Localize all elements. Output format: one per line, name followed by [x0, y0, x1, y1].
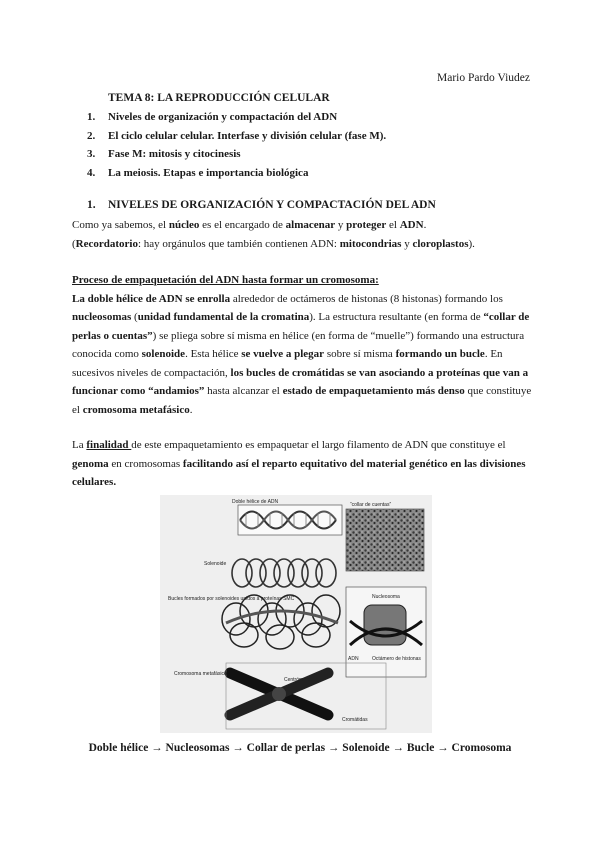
topic-outline [87, 108, 386, 182]
solenoid-drawing [232, 559, 336, 587]
label-centromere: Centrómero [284, 677, 311, 683]
outline-number: 2. [87, 129, 96, 142]
section-number: 1. [87, 199, 96, 211]
chromatin-figure [160, 495, 432, 733]
process-body: La doble hélice de ADN se enrolla alrededor de octámeros de histonas (8 histonas) formando los nucleosomas (unidad fundamental de la cromatina). La estructura resultante (en forma de “collar de perlas o cuentas”) se pliega sobre sí misma en hélice (en forma de “muelle”) formando una estructura conocida como solenoide. Esta hélice se vuelve a plegar sobre sí misma formando un bucle. En sucesivos niveles de compactación, los bucles de cromátidas se van asociando a proteínas que van a funcionar como “andamios” hasta alcanzar el estado de empaquetamiento más denso que constituye el cromosoma metafásico. [72, 292, 532, 416]
outline-item [87, 127, 386, 146]
label-nucleosome: Nucleosoma [372, 594, 400, 600]
section-heading [87, 199, 436, 211]
reminder-line: (Recordatorio: hay orgánulos que también contienen ADN: mitocondrias y cloroplastos). [72, 237, 475, 250]
label-collar: “collar de cuentas” [350, 502, 392, 508]
label-loops: Bucles formados por solenoides unidos a proteínas SMC [168, 596, 295, 602]
loops-drawing [222, 595, 340, 649]
process-heading: Proceso de empaquetación del ADN hasta formar un cromosoma: [72, 274, 379, 286]
label-chromatids: Cromátidas [342, 717, 368, 723]
label-chromosome: Cromosoma metafásico [174, 671, 227, 677]
outline-number: 4. [87, 166, 96, 179]
label-solenoid: Solenoide [204, 561, 227, 567]
section-title: NIVELES DE ORGANIZACIÓN Y COMPACTACIÓN DEL ADN [108, 199, 436, 211]
intro-line: Como ya sabemos, el núcleo es el encargado de almacenar y proteger el ADN. [72, 219, 427, 231]
intro-paragraph [72, 216, 532, 253]
beads-drawing [346, 509, 424, 571]
outline-item [87, 164, 386, 183]
process-paragraph [72, 271, 532, 419]
outline-number: 3. [87, 148, 96, 160]
outline-text: El ciclo celular celular. Interfase y división celular (fase M). [108, 129, 387, 142]
outline-text: Fase M: mitosis y citocinesis [108, 148, 241, 160]
author-name: Mario Pardo Viudez [437, 72, 530, 84]
chromosome-drawing [230, 673, 328, 715]
topic-title: TEMA 8: LA REPRODUCCIÓN CELULAR [108, 92, 330, 104]
purpose-paragraph: La finalidad de este empaquetamiento es empaquetar el largo filamento de ADN que constituye el genoma en cromosomas facilitando así el reparto equitativo del material genético en las divisiones celulares. [72, 439, 526, 488]
label-helix: Doble hélice de ADN [232, 499, 279, 505]
outline-item [87, 108, 386, 127]
label-octamer: Octámero de histonas [372, 656, 421, 662]
figure-caption: Doble hélice → Nucleosomas → Collar de perlas → Solenoide → Bucle → Cromosoma [88, 742, 512, 754]
outline-text: La meiosis. Etapas e importancia biológica [108, 166, 309, 179]
dna-helix-drawing [238, 505, 342, 535]
outline-item [87, 145, 386, 164]
outline-text: Niveles de organización y compactación del ADN [108, 111, 338, 123]
label-dna: ADN [348, 656, 359, 662]
outline-number: 1. [87, 111, 96, 123]
